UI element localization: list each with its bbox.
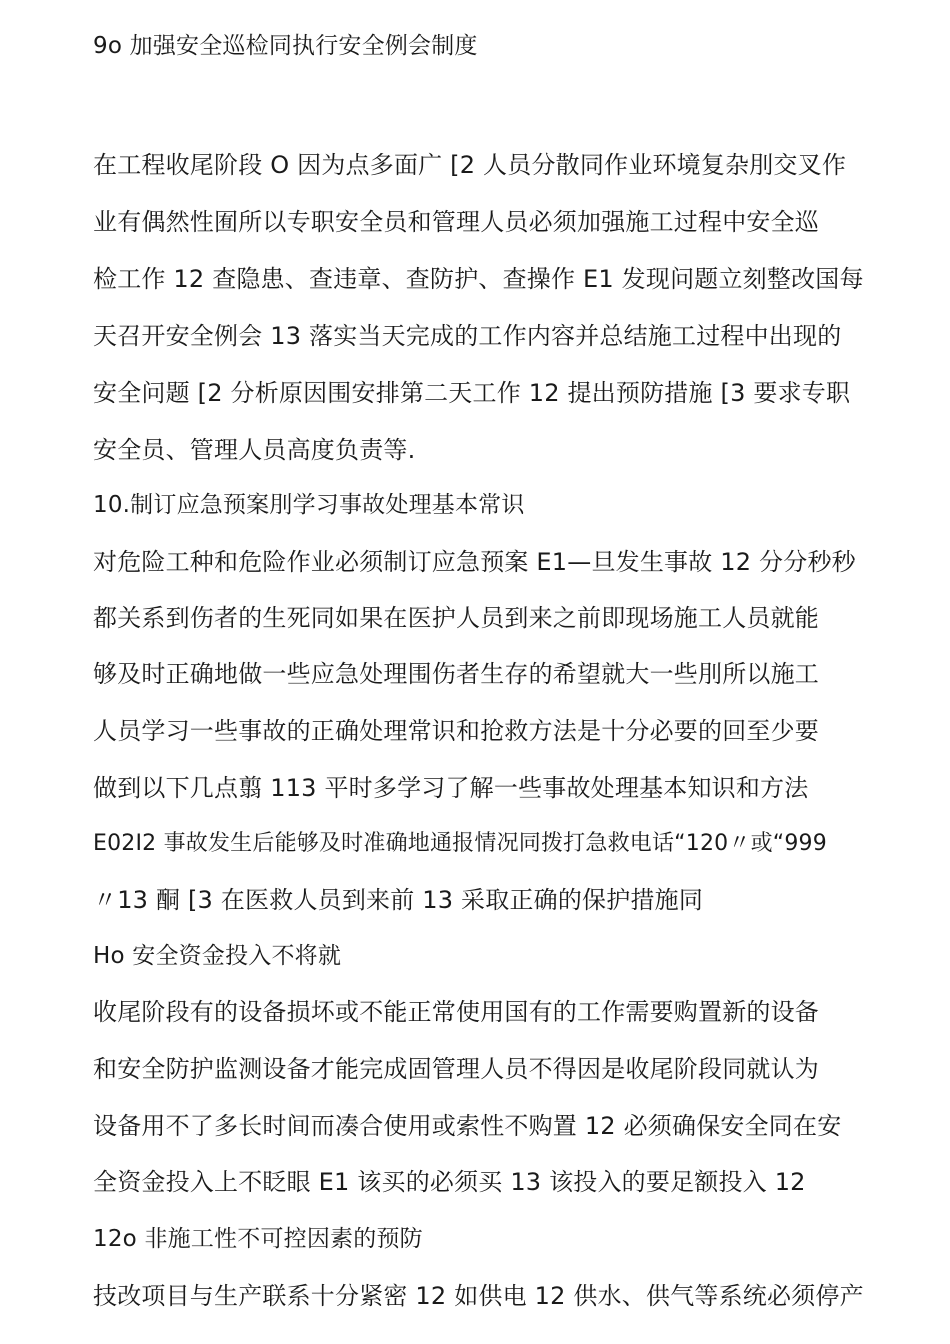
paragraph-line: 对危险工种和危险作业必须制订应急预案 E1—旦发生事故 12 分分秒秒: [93, 548, 856, 576]
paragraph-line: 够及时正确地做一些应急处理围伤者生存的希望就大一些刖所以施工: [93, 660, 819, 688]
paragraph-line: 在工程收尾阶段 O 因为点多面广 [2 人员分散同作业环境复杂刖交叉作: [93, 151, 847, 179]
paragraph-line: 收尾阶段有的设备损坏或不能正常使用国有的工作需要购置新的设备: [93, 998, 819, 1026]
paragraph-line: 都关系到伤者的生死同如果在医护人员到来之前即现场施工人员就能: [93, 604, 819, 632]
section-heading-10: 10.制订应急预案刖学习事故处理基本常识: [93, 492, 525, 518]
paragraph-line: 天召开安全例会 13 落实当天完成的工作内容并总结施工过程中出现的: [93, 322, 842, 350]
section-heading-9: 9o 加强安全巡检同执行安全例会制度: [93, 33, 478, 59]
paragraph-line: 全资金投入上不眨眼 E1 该买的必须买 13 该投入的要足额投入 12: [93, 1168, 806, 1196]
paragraph-line: 检工作 12 查隐患、查违章、查防护、查操作 E1 发现问题立刻整改国每: [93, 265, 864, 293]
paragraph-line: E02I2 事故发生后能够及时准确地通报情况同拨打急救电话“120〃或“999: [93, 831, 827, 856]
section-heading-11: Ho 安全资金投入不将就: [93, 943, 342, 969]
paragraph-line: 做到以下几点翦 113 平时多学习了解一些事故处理基本知识和方法: [93, 774, 809, 802]
paragraph-line: 〃13 酮 [3 在医救人员到来前 13 采取正确的保护措施同: [93, 886, 704, 914]
paragraph-line: 安全员、管理人员高度负责等.: [93, 436, 416, 464]
section-heading-12: 12o 非施工性不可控因素的预防: [93, 1226, 423, 1252]
paragraph-line: 和安全防护监测设备才能完成固管理人员不得因是收尾阶段同就认为: [93, 1055, 819, 1083]
paragraph-line: 技改项目与生产联系十分紧密 12 如供电 12 供水、供气等系统必须停产: [93, 1282, 864, 1310]
paragraph-line: 安全问题 [2 分析原因围安排第二天工作 12 提出预防措施 [3 要求专职: [93, 379, 851, 407]
paragraph-line: 人员学习一些事故的正确处理常识和抢救方法是十分必要的回至少要: [93, 717, 819, 745]
paragraph-line: 业有偶然性囿所以专职安全员和管理人员必须加强施工过程中安全巡: [93, 208, 819, 236]
paragraph-line: 设备用不了多长时间而凑合使用或索性不购置 12 必须确保安全同在安: [93, 1112, 842, 1140]
